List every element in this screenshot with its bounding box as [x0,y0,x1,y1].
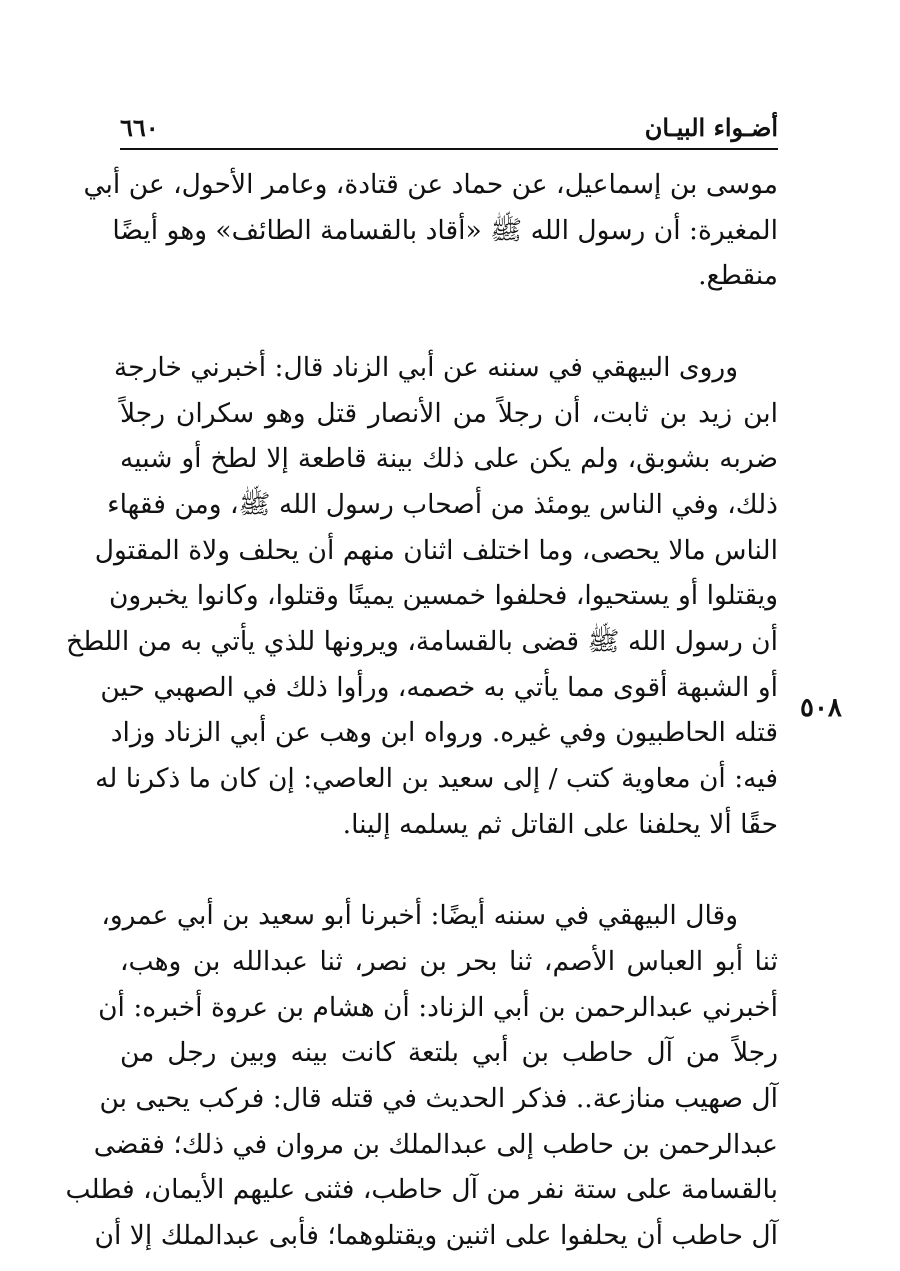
page-header [120,108,778,150]
text-line: أو الشبهة أقوى مما يأتي به خصمه، ورأوا ذلك في الصهبي حين [100,671,778,703]
text-line: ثنا أبو العباس الأصم، ثنا بحر بن نصر، ثنا عبدالله بن وهب، [120,945,778,977]
text-line: فيه: أن معاوية كتب / إلى سعيد بن العاصي: إن كان ما ذكرنا له [95,763,778,795]
text-line: ابن زيد بن ثابت، أن رجلاً من الأنصار قتل وهو سكران رجلاً [120,397,778,429]
text-line: قتله الحاطبيون وفي غيره. ورواه ابن وهب عن أبي الزناد وزاد [110,717,778,749]
text-line: أخبرني عبدالرحمن بن أبي الزناد: أن هشام بن عروة أخبره: أن [98,991,778,1023]
paragraph-1 [83,162,778,299]
text-line: موسى بن إسماعيل، عن حماد عن قتادة، وعامر الأحول، عن أبي [83,169,778,200]
text-line: آل صهيب منازعة.. فذكر الحديث في قتله قال: فركب يحيى بن [99,1083,778,1115]
text-line: أن رسول الله ﷺ قضى بالقسامة، ويرونها للذي يأتي به من اللطخ [66,626,778,658]
margin-page-reference: ٥٠٨ [800,693,842,723]
text-line: وقال البيهقي في سننه أيضًا: أخبرنا أبو سعيد بن أبي عمرو، [101,900,738,932]
text-line: ضربه بشوبق، ولم يكن على ذلك بينة قاطعة إلا لطخ أو شبيه [120,443,778,475]
text-line: حقًا ألا يحلفنا على القاتل ثم يسلمه إلينا. [342,808,778,840]
paragraph-2 [66,345,778,848]
paragraph-gap [120,299,778,345]
text-line: الناس مالا يحصى، وما اختلف اثنان منهم أن يحلف ولاة المقتول [94,534,778,566]
text-line: ذلك، وفي الناس يومئذ من أصحاب رسول الله ﷺ، ومن فقهاء [107,488,778,520]
text-line: رجلاً من آل حاطب بن أبي بلتعة كانت بينه وبين رجل من [120,1037,778,1069]
text-line: ويقتلوا أو يستحيوا، فحلفوا خمسين يمينًا وقتلوا، وكانوا يخبرون [108,580,778,612]
text-line: آل حاطب أن يحلفوا على اثنين ويقتلوهما؛ فأبى عبدالملك إلا أن [94,1220,778,1252]
paragraph-3 [65,893,778,1259]
book-title: أضـواء البيـان [644,113,778,142]
text-line: منقطع. [698,260,778,292]
text-line: بالقسامة على ستة نفر من آل حاطب، فثنى عليهم الأيمان، فطلب [65,1174,778,1206]
paragraph-gap [120,848,778,894]
text-line: وروى البيهقي في سننه عن أبي الزناد قال: أخبرني خارجة [114,351,738,383]
page-number: ٦٦٠ [120,113,159,142]
text-line: المغيرة: أن رسول الله ﷺ «أقاد بالقسامة الطائف» وهو أيضًا [112,214,778,246]
text-line: عبدالرحمن بن حاطب إلى عبدالملك بن مروان في ذلك؛ فقضى [93,1128,778,1160]
body-text [65,162,778,1259]
